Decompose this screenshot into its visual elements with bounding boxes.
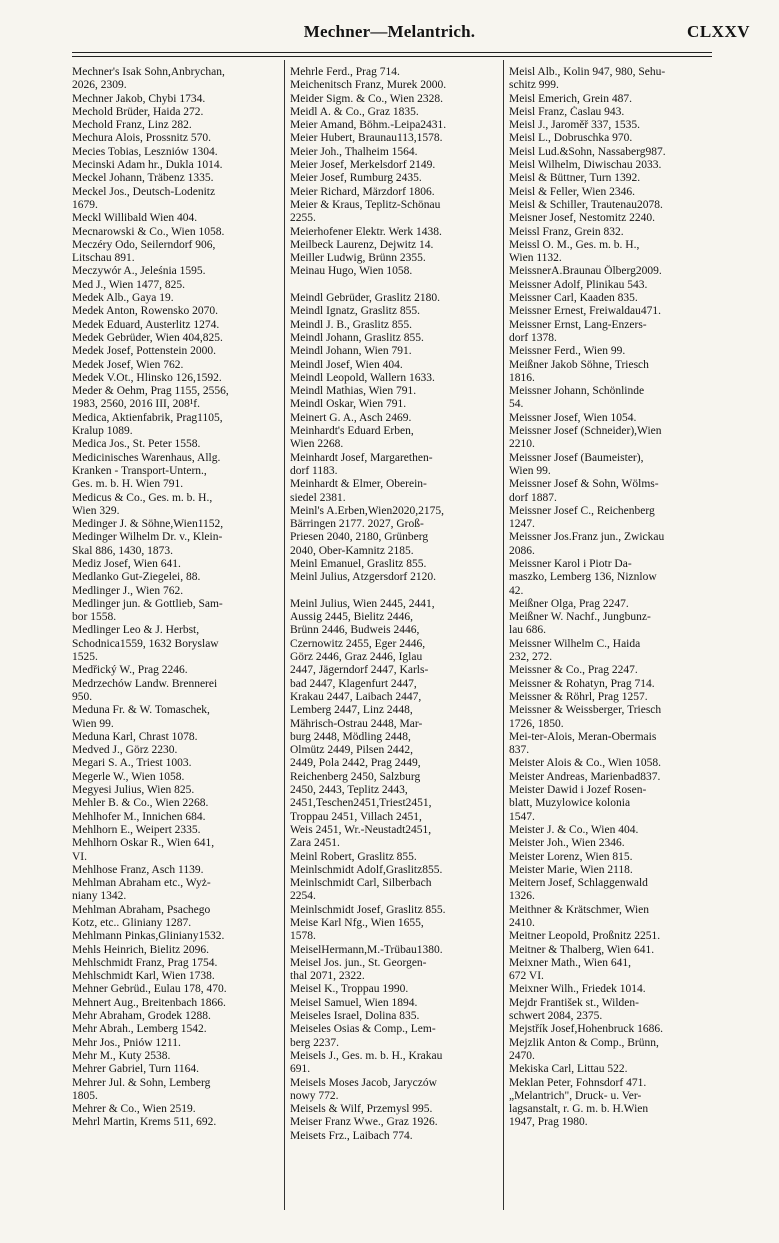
directory-entry-line: Mecinski Adam hr., Dukla 1014. [72, 159, 223, 172]
directory-entry-line: 2026, 2309. [72, 79, 127, 92]
directory-entry-line: Görz 2446, Graz 2446, Iglau [290, 651, 423, 664]
directory-entry-line: Meixner Wilh., Friedek 1014. [509, 983, 646, 996]
directory-entry-line: Meissner & Weissberger, Triesch [509, 704, 662, 717]
directory-entry-line: MeissnerA.Braunau Ölberg2009. [509, 265, 662, 278]
directory-entry-line: Meindl Mathias, Wien 791. [290, 385, 417, 398]
directory-entry-line [290, 279, 500, 292]
directory-entry-line: Meissner Josef, Wien 1054. [509, 411, 637, 424]
directory-entry-line: Meisel Jos. jun., St. Georgen- [290, 956, 427, 969]
directory-entry-line: Meissl Franz, Grein 832. [509, 225, 624, 238]
directory-entry-line: Mehlman Abraham etc., Wyż- [72, 877, 211, 890]
directory-entry-line: Meissner Josef C., Reichenberg [509, 504, 655, 517]
directory-entry-line: Meissner Johann, Schönlinde [509, 385, 645, 398]
directory-entry-line: dorf 1378. [509, 331, 557, 344]
column-right [509, 66, 715, 1130]
directory-entry-line: 950. [72, 690, 93, 703]
directory-entry-line: 1816. [509, 371, 535, 384]
directory-entry-line: Meixner Math., Wien 641, [509, 956, 631, 969]
directory-entry-line: Meder & Oehm, Prag 1155, 2556, [72, 385, 229, 398]
directory-entry-line: Mechner's Isak Sohn,Anbrychan, [72, 66, 225, 78]
directory-entry-line: Meduna Karl, Chrast 1078. [72, 730, 198, 743]
directory-entry-line: Kralup 1089. [72, 425, 133, 438]
directory-entry-line: Meissner Wilhelm C., Haida [509, 637, 641, 650]
page-title: Mechner—Melantrich. [303, 22, 476, 41]
directory-entry-line: Mehrer Gabriel, Turn 1164. [72, 1063, 200, 1076]
directory-entry-line: Wien 99. [509, 464, 551, 477]
directory-entry-line: dorf 1183. [290, 464, 338, 477]
directory-entry-line: Meisl Lud.&Sohn, Nassaberg987. [509, 145, 666, 158]
directory-entry-line: Mei-ter-Alois, Meran-Obermais [509, 730, 657, 743]
directory-entry-line: Ges. m. b. H. Wien 791. [72, 478, 184, 491]
directory-entry-line: Meiseles Osias & Comp., Lem- [290, 1023, 436, 1036]
column-left [72, 66, 280, 1130]
directory-entry-line: 54. [509, 398, 524, 411]
directory-entry-line: 1679. [72, 198, 98, 211]
directory-entry-line: 2255. [290, 212, 316, 225]
directory-entry-line: Meisels J., Ges. m. b. H., Krakau [290, 1049, 443, 1062]
directory-entry-line: schwert 2084, 2375. [509, 1010, 603, 1023]
directory-entry-line: Reichenberg 2450, Salzburg [290, 770, 421, 783]
directory-entry-line: 1578. [290, 930, 316, 943]
column-middle [290, 66, 500, 1143]
directory-entry-line: nowy 772. [290, 1089, 339, 1102]
directory-entry-line: 2210. [509, 438, 535, 451]
directory-entry-line: Meisl & Schiller, Trautenau2078. [509, 198, 663, 211]
directory-entry-line: Meindl Gebrüder, Graslitz 2180. [290, 292, 440, 305]
directory-entry-line: Meinl Julius, Atzgersdorf 2120. [290, 571, 436, 584]
directory-entry-line: Kranken - Transport-Untern., [72, 464, 207, 477]
directory-entry-line: Aussig 2445, Bielitz 2446, [290, 611, 413, 624]
directory-entry-line: Medek Anton, Rowensko 2070. [72, 305, 218, 318]
directory-entry-line: Krakau 2447, Laibach 2447, [290, 690, 422, 703]
directory-entry-line: 691. [290, 1063, 311, 1076]
directory-entry-line: Meister J. & Co., Wien 404. [509, 823, 639, 836]
directory-entry-line: Meissner & Rohatyn, Prag 714. [509, 677, 655, 690]
directory-entry-line: Meduna Fr. & W. Tomaschek, [72, 704, 210, 717]
directory-entry-line: Meitern Josef, Schlaggenwald [509, 877, 648, 890]
directory-entry-line: Meitner Leopold, Proßnitz 2251. [509, 930, 661, 943]
directory-entry-line: Mehlmann Pinkas,Gliniany1532. [72, 930, 225, 943]
directory-entry-line: 1947, Prag 1980. [509, 1116, 588, 1129]
directory-entry-line: Meichenitsch Franz, Murek 2000. [290, 79, 447, 92]
directory-entry-line: Meister Marie, Wien 2118. [509, 863, 633, 876]
directory-entry-line: Meissner Karol i Piotr Da- [509, 557, 632, 570]
directory-entry-line: Meckl Willibald Wien 404. [72, 212, 198, 225]
directory-entry-line: Mecies Tobias, Leszniów 1304. [72, 145, 218, 158]
directory-entry-line: Priesen 2040, 2180, Grünberg [290, 531, 429, 544]
directory-entry-line: Medinger J. & Söhne,Wien1152, [72, 518, 224, 531]
directory-entry-line: Medica Jos., St. Peter 1558. [72, 438, 201, 451]
directory-entry-line: Meisl L., Dobruschka 970. [509, 132, 633, 145]
directory-entry-line: Medinger Wilhelm Dr. v., Klein- [72, 531, 223, 544]
directory-entry-line: Meindl Oskar, Wien 791. [290, 398, 407, 411]
directory-entry-line: Lemberg 2447, Linz 2448, [290, 704, 413, 717]
directory-entry-line: Meier Josef, Rumburg 2435. [290, 172, 422, 185]
directory-entry-line: Meinl Julius, Wien 2445, 2441, [290, 597, 435, 610]
directory-entry-line: Medved J., Görz 2230. [72, 744, 178, 757]
column-divider [284, 60, 285, 1210]
directory-entry-line: 2086. [509, 544, 535, 557]
directory-entry-line: Meier Hubert, Braunau113,1578. [290, 132, 443, 145]
directory-entry-line: Mehlhorn Oskar R., Wien 641, [72, 837, 215, 850]
directory-entry-line: Medicus & Co., Ges. m. b. H., [72, 491, 213, 504]
directory-entry-line: Mehr Abrah., Lemberg 1542. [72, 1023, 207, 1036]
directory-entry-line: Meinert G. A., Asch 2469. [290, 411, 412, 424]
directory-entry-line: 1525. [72, 651, 98, 664]
directory-entry-line: Mehlhose Franz, Asch 1139. [72, 863, 204, 876]
directory-entry-line: dorf 1887. [509, 491, 557, 504]
directory-entry-line: Meinhardt Josef, Margarethen- [290, 451, 433, 464]
directory-entry-line: Medicinisches Warenhaus, Allg. [72, 451, 221, 464]
directory-entry-line: Meierhofener Elektr. Werk 1438. [290, 225, 442, 238]
directory-entry-line: Skal 886, 1430, 1873. [72, 544, 173, 557]
directory-entry-line: Medek Eduard, Austerlitz 1274. [72, 318, 220, 331]
directory-entry-line: Meckel Jos., Deutsch-Lodenitz [72, 185, 216, 198]
directory-entry-line: 1247. [509, 518, 535, 531]
directory-entry-line: 2451,Teschen2451,Triest2451, [290, 797, 432, 810]
directory-entry-line: Megyesi Julius, Wien 825. [72, 784, 195, 797]
directory-entry-line: Megari S. A., Triest 1003. [72, 757, 192, 770]
directory-entry-line: Mehlschmidt Karl, Wien 1738. [72, 970, 215, 983]
directory-entry-line: Meister Dawid i Jozef Rosen- [509, 784, 647, 797]
directory-entry-line: 1983, 2560, 2016 III, 208¹f. [72, 398, 201, 411]
directory-entry-line: Meitner & Thalberg, Wien 641. [509, 943, 655, 956]
directory-entry-line: Meinlschmidt Josef, Graslitz 855. [290, 903, 446, 916]
directory-entry-line: Medek Alb., Gaya 19. [72, 292, 174, 305]
directory-entry-line: Meisets Frz., Laibach 774. [290, 1129, 413, 1142]
directory-entry-line: Meister Alois & Co., Wien 1058. [509, 757, 662, 770]
directory-entry-line: Mehrl Martin, Krems 511, 692. [72, 1116, 217, 1129]
directory-entry-line: Medlinger jun. & Gottlieb, Sam- [72, 597, 223, 610]
header-rule [72, 52, 712, 53]
directory-entry-line: Meister Joh., Wien 2346. [509, 837, 625, 850]
directory-entry-line: Meinl Robert, Graslitz 855. [290, 850, 417, 863]
directory-entry-line: Litschau 891. [72, 252, 135, 265]
directory-entry-line: Medrzechów Landw. Brennerei [72, 677, 218, 690]
directory-entry-line: Mekiska Carl, Littau 522. [509, 1063, 628, 1076]
directory-entry-line: Meissner Carl, Kaaden 835. [509, 292, 638, 305]
directory-entry-line: Mecnarowski & Co., Wien 1058. [72, 225, 225, 238]
directory-entry-line: Mehlhorn E., Weipert 2335. [72, 823, 201, 836]
directory-entry-line: Mediz Josef, Wien 641. [72, 557, 181, 570]
directory-entry-line: Czernowitz 2455, Eger 2446, [290, 637, 426, 650]
directory-entry-line: „Melantrich", Druck- u. Ver- [509, 1089, 642, 1102]
directory-entry-line: Meise Karl Nfg., Wien 1655, [290, 917, 424, 929]
directory-entry-line: Meinlschmidt Adolf,Graslitz855. [290, 863, 443, 876]
directory-entry-line: bad 2447, Klagenfurt 2447, [290, 677, 417, 690]
directory-entry-line: lau 686. [509, 624, 547, 637]
directory-entry-line: Mehr Abraham, Grodek 1288. [72, 1010, 211, 1023]
directory-entry-line: Wien 2268. [290, 438, 344, 451]
directory-entry-line: 1547. [509, 810, 535, 823]
directory-entry-line: Mährisch-Ostrau 2448, Mar- [290, 717, 423, 730]
directory-entry-line: maszko, Lemberg 136, Niznlow [509, 571, 657, 584]
directory-entry-line: Bärringen 2177. 2027, Groß- [290, 518, 424, 531]
directory-entry-line: Meißner W. Nachf., Jungbunz- [509, 611, 651, 624]
directory-entry-line: Zara 2451. [290, 837, 340, 850]
directory-entry-line: Meindl Leopold, Wallern 1633. [290, 371, 435, 384]
directory-entry-line: Schodnica1559, 1632 Boryslaw [72, 637, 219, 650]
directory-entry-line: Olmütz 2449, Pilsen 2442, [290, 744, 413, 757]
directory-entry-line: Meinlschmidt Carl, Silberbach [290, 877, 432, 890]
directory-entry-line: Mejstřík Josef,Hohenbruck 1686. [509, 1023, 663, 1036]
directory-entry-line: bor 1558. [72, 611, 117, 624]
directory-entry-line: Meinhardt & Elmer, Oberein- [290, 478, 427, 491]
directory-entry-line: Medica, Aktienfabrik, Prag1105, [72, 411, 223, 424]
directory-entry-line: Meisl Wilhelm, Diwischau 2033. [509, 159, 662, 172]
directory-entry-line: Meier Joh., Thalheim 1564. [290, 145, 418, 158]
directory-entry-line: burg 2448, Mödling 2448, [290, 730, 411, 743]
directory-entry-line: 2254. [290, 890, 316, 903]
directory-entry-line: Meindl Johann, Wien 791. [290, 345, 412, 358]
directory-entry-line: Mehr Jos., Pniów 1211. [72, 1036, 181, 1049]
directory-entry-line: Medlinger J., Wien 762. [72, 584, 184, 597]
directory-entry-line: Mechura Alois, Prossnitz 570. [72, 132, 211, 145]
directory-entry-line: MeiselHermann,M.-Trübau1380. [290, 943, 443, 956]
page-number: CLXXV [687, 22, 750, 41]
directory-entry-line: Mejdr František st., Wilden- [509, 996, 639, 1009]
directory-entry-line: Wien 329. [72, 504, 120, 517]
directory-entry-line: Meisl J., Jaroměř 337, 1535. [509, 119, 640, 132]
directory-entry-line: 2410. [509, 917, 535, 929]
directory-entry-line: Meindl Josef, Wien 404. [290, 358, 403, 371]
directory-entry-line: Meier Josef, Merkelsdorf 2149. [290, 159, 436, 172]
header-rule-lower [72, 56, 712, 57]
directory-entry-line: Meiser Franz Wwe., Graz 1926. [290, 1116, 438, 1129]
directory-entry-line [290, 585, 500, 598]
directory-entry-line: niany 1342. [72, 890, 127, 903]
directory-entry-line: Brünn 2446, Budweis 2446, [290, 624, 420, 637]
directory-entry-line: siedel 2381. [290, 491, 346, 504]
directory-entry-line: Meissner Ernst, Lang-Enzers- [509, 318, 647, 331]
directory-entry-line: Med J., Wien 1477, 825. [72, 278, 186, 291]
directory-entry-line: Meisl & Büttner, Turn 1392. [509, 172, 641, 185]
directory-entry-line: 2040, Ober-Kamnitz 2185. [290, 544, 414, 557]
directory-entry-line: 2470. [509, 1049, 535, 1062]
directory-entry-line: 2449, Pola 2442, Prag 2449, [290, 757, 421, 770]
directory-entry-line: Medek Gebrüder, Wien 404,825. [72, 331, 223, 344]
directory-entry-line: Meindl Johann, Graslitz 855. [290, 331, 424, 344]
directory-entry-line: Meklan Peter, Fohnsdorf 471. [509, 1076, 647, 1089]
directory-entry-line: Kotz, etc.. Gliniany 1287. [72, 917, 192, 929]
directory-entry-line: 837. [509, 744, 530, 757]
directory-entry-line: Meisel Samuel, Wien 1894. [290, 996, 418, 1009]
directory-entry-line: Wien 1132. [509, 252, 562, 265]
directory-entry-line: Meinl Emanuel, Graslitz 855. [290, 557, 427, 570]
directory-entry-line: Meissner Josef (Baumeister), [509, 451, 644, 464]
directory-entry-line: Meinau Hugo, Wien 1058. [290, 265, 413, 278]
directory-entry-line: Meissner Jos.Franz jun., Zwickau [509, 531, 665, 544]
directory-entry-line: Medek V.Ot., Hlinsko 126,1592. [72, 371, 222, 384]
directory-entry-line: Meißner Olga, Prag 2247. [509, 597, 629, 610]
directory-entry-line: Meilbeck Laurenz, Dejwitz 14. [290, 238, 434, 251]
directory-entry-line: Meisl Emerich, Grein 487. [509, 92, 632, 105]
directory-entry-line: Medlinger Leo & J. Herbst, [72, 624, 200, 637]
directory-entry-line: Meiseles Israel, Dolina 835. [290, 1010, 420, 1023]
directory-entry-line: Medlanko Gut-Ziegelei, 88. [72, 571, 201, 584]
directory-entry-line: Meier Richard, Märzdorf 1806. [290, 185, 435, 198]
directory-entry-line: Meithner & Krätschmer, Wien [509, 903, 650, 916]
directory-entry-line: Meissl O. M., Ges. m. b. H., [509, 238, 640, 251]
directory-entry-line: Meissner & Röhrl, Prag 1257. [509, 690, 648, 703]
directory-entry-line: Medek Josef, Wien 762. [72, 358, 184, 371]
directory-entry-line: Meindl Ignatz, Graslitz 855. [290, 305, 420, 318]
directory-entry-line: Meissner Adolf, Plinikau 543. [509, 278, 648, 291]
directory-entry-line: Mechner Jakob, Chybi 1734. [72, 92, 206, 105]
directory-entry-line: 232, 272. [509, 651, 553, 664]
directory-entry-line: Mehls Heinrich, Bielitz 2096. [72, 943, 210, 956]
directory-entry-line: Troppau 2451, Villach 2451, [290, 810, 422, 823]
directory-entry-line: Mehner Gebrüd., Eulau 178, 470. [72, 983, 227, 996]
directory-entry-line: Meidl A. & Co., Graz 1835. [290, 105, 419, 118]
directory-entry-line: Mehr M., Kuty 2538. [72, 1049, 171, 1062]
directory-entry-line: Meisl & Feller, Wien 2346. [509, 185, 635, 198]
directory-entry-line: Meckel Johann, Träbenz 1335. [72, 172, 214, 185]
directory-entry-line: Mehlhofer M., Innichen 684. [72, 810, 206, 823]
directory-entry-line: 1726, 1850. [509, 717, 564, 730]
directory-entry-line: Meinhardt's Eduard Erben, [290, 425, 414, 438]
directory-entry-line: Wien 99. [72, 717, 114, 730]
directory-entry-line: schitz 999. [509, 79, 559, 92]
directory-entry-line: Meinl's A.Erben,Wien2020,2175, [290, 504, 444, 517]
directory-entry-line: 1326. [509, 890, 535, 903]
directory-entry-line: Meisel K., Troppau 1990. [290, 983, 409, 996]
directory-entry-line: Meissner Josef & Sohn, Wölms- [509, 478, 659, 491]
directory-entry-line: Mehnert Aug., Breitenbach 1866. [72, 996, 226, 1009]
directory-entry-line: Meißner Jakob Söhne, Triesch [509, 358, 649, 371]
directory-entry-line: lagsanstalt, r. G. m. b. H.Wien [509, 1103, 649, 1116]
directory-entry-line: Medřický W., Prag 2246. [72, 664, 188, 677]
directory-entry-line: Mechold Franz, Linz 282. [72, 119, 192, 132]
directory-entry-line: VI. [72, 850, 88, 863]
directory-entry-line: 672 VI. [509, 970, 544, 983]
directory-entry-line: Mehrer Jul. & Sohn, Lemberg [72, 1076, 211, 1089]
directory-entry-line: Meider Sigm. & Co., Wien 2328. [290, 92, 443, 105]
directory-entry-line: Meissner & Co., Prag 2247. [509, 664, 638, 677]
directory-entry-line: Meier & Kraus, Teplitz-Schönau [290, 198, 441, 211]
directory-entry-line: Meisels Moses Jacob, Jaryczów [290, 1076, 437, 1089]
directory-entry-line: Meisl Franz, Časlau 943. [509, 105, 625, 118]
directory-entry-line: 42. [509, 584, 524, 597]
directory-entry-line: Meier Amand, Böhm.-Leipa2431. [290, 119, 447, 132]
directory-entry-line: Meiller Ludwig, Brünn 2355. [290, 252, 426, 265]
directory-entry-line: Meisels & Wilf, Przemysl 995. [290, 1103, 433, 1116]
directory-entry-line: Meissner Josef (Schneider),Wien [509, 425, 662, 438]
directory-entry-line: Mehler B. & Co., Wien 2268. [72, 797, 209, 810]
directory-entry-line: Meister Lorenz, Wien 815. [509, 850, 633, 863]
directory-entry-line: Meczywór A., Jeleśnia 1595. [72, 265, 206, 278]
directory-entry-line: Mehlman Abraham, Psachego [72, 903, 211, 916]
directory-entry-line: Meissner Ferd., Wien 99. [509, 345, 626, 358]
directory-entry-line: Meissner Ernest, Freiwaldau471. [509, 305, 662, 318]
directory-entry-line: Mehrle Ferd., Prag 714. [290, 66, 400, 78]
directory-entry-line: berg 2237. [290, 1036, 339, 1049]
directory-entry-line: Meczéry Odo, Seilerndorf 906, [72, 238, 216, 251]
directory-entry-line: 2450, 2443, Teplitz 2443, [290, 784, 408, 797]
directory-entry-line: thal 2071, 2322. [290, 970, 365, 983]
directory-entry-line: Mechold Brüder, Haida 272. [72, 105, 204, 118]
directory-entry-line: Mehrer & Co., Wien 2519. [72, 1103, 196, 1116]
directory-entry-line: Weis 2451, Wr.-Neustadt2451, [290, 823, 432, 836]
directory-entry-line: Mehlschmidt Franz, Prag 1754. [72, 956, 218, 969]
directory-entry-line: Meister Andreas, Marienbad837. [509, 770, 661, 783]
directory-entry-line: Meindl J. B., Graslitz 855. [290, 318, 413, 331]
directory-entry-line: Megerle W., Wien 1058. [72, 770, 185, 783]
directory-entry-line: Meisl Alb., Kolin 947, 980, Sehu- [509, 66, 666, 78]
column-divider [503, 60, 504, 1210]
directory-entry-line: 1805. [72, 1089, 98, 1102]
directory-entry-line: blatt, Muzylowice kolonia [509, 797, 631, 810]
directory-entry-line: 2447, Jägerndorf 2447, Karls- [290, 664, 429, 677]
directory-entry-line: Medek Josef, Pottenstein 2000. [72, 345, 217, 358]
directory-entry-line: Meisner Josef, Nestomitz 2240. [509, 212, 655, 225]
directory-entry-line: Mejzlik Anton & Comp., Brünn, [509, 1036, 659, 1049]
